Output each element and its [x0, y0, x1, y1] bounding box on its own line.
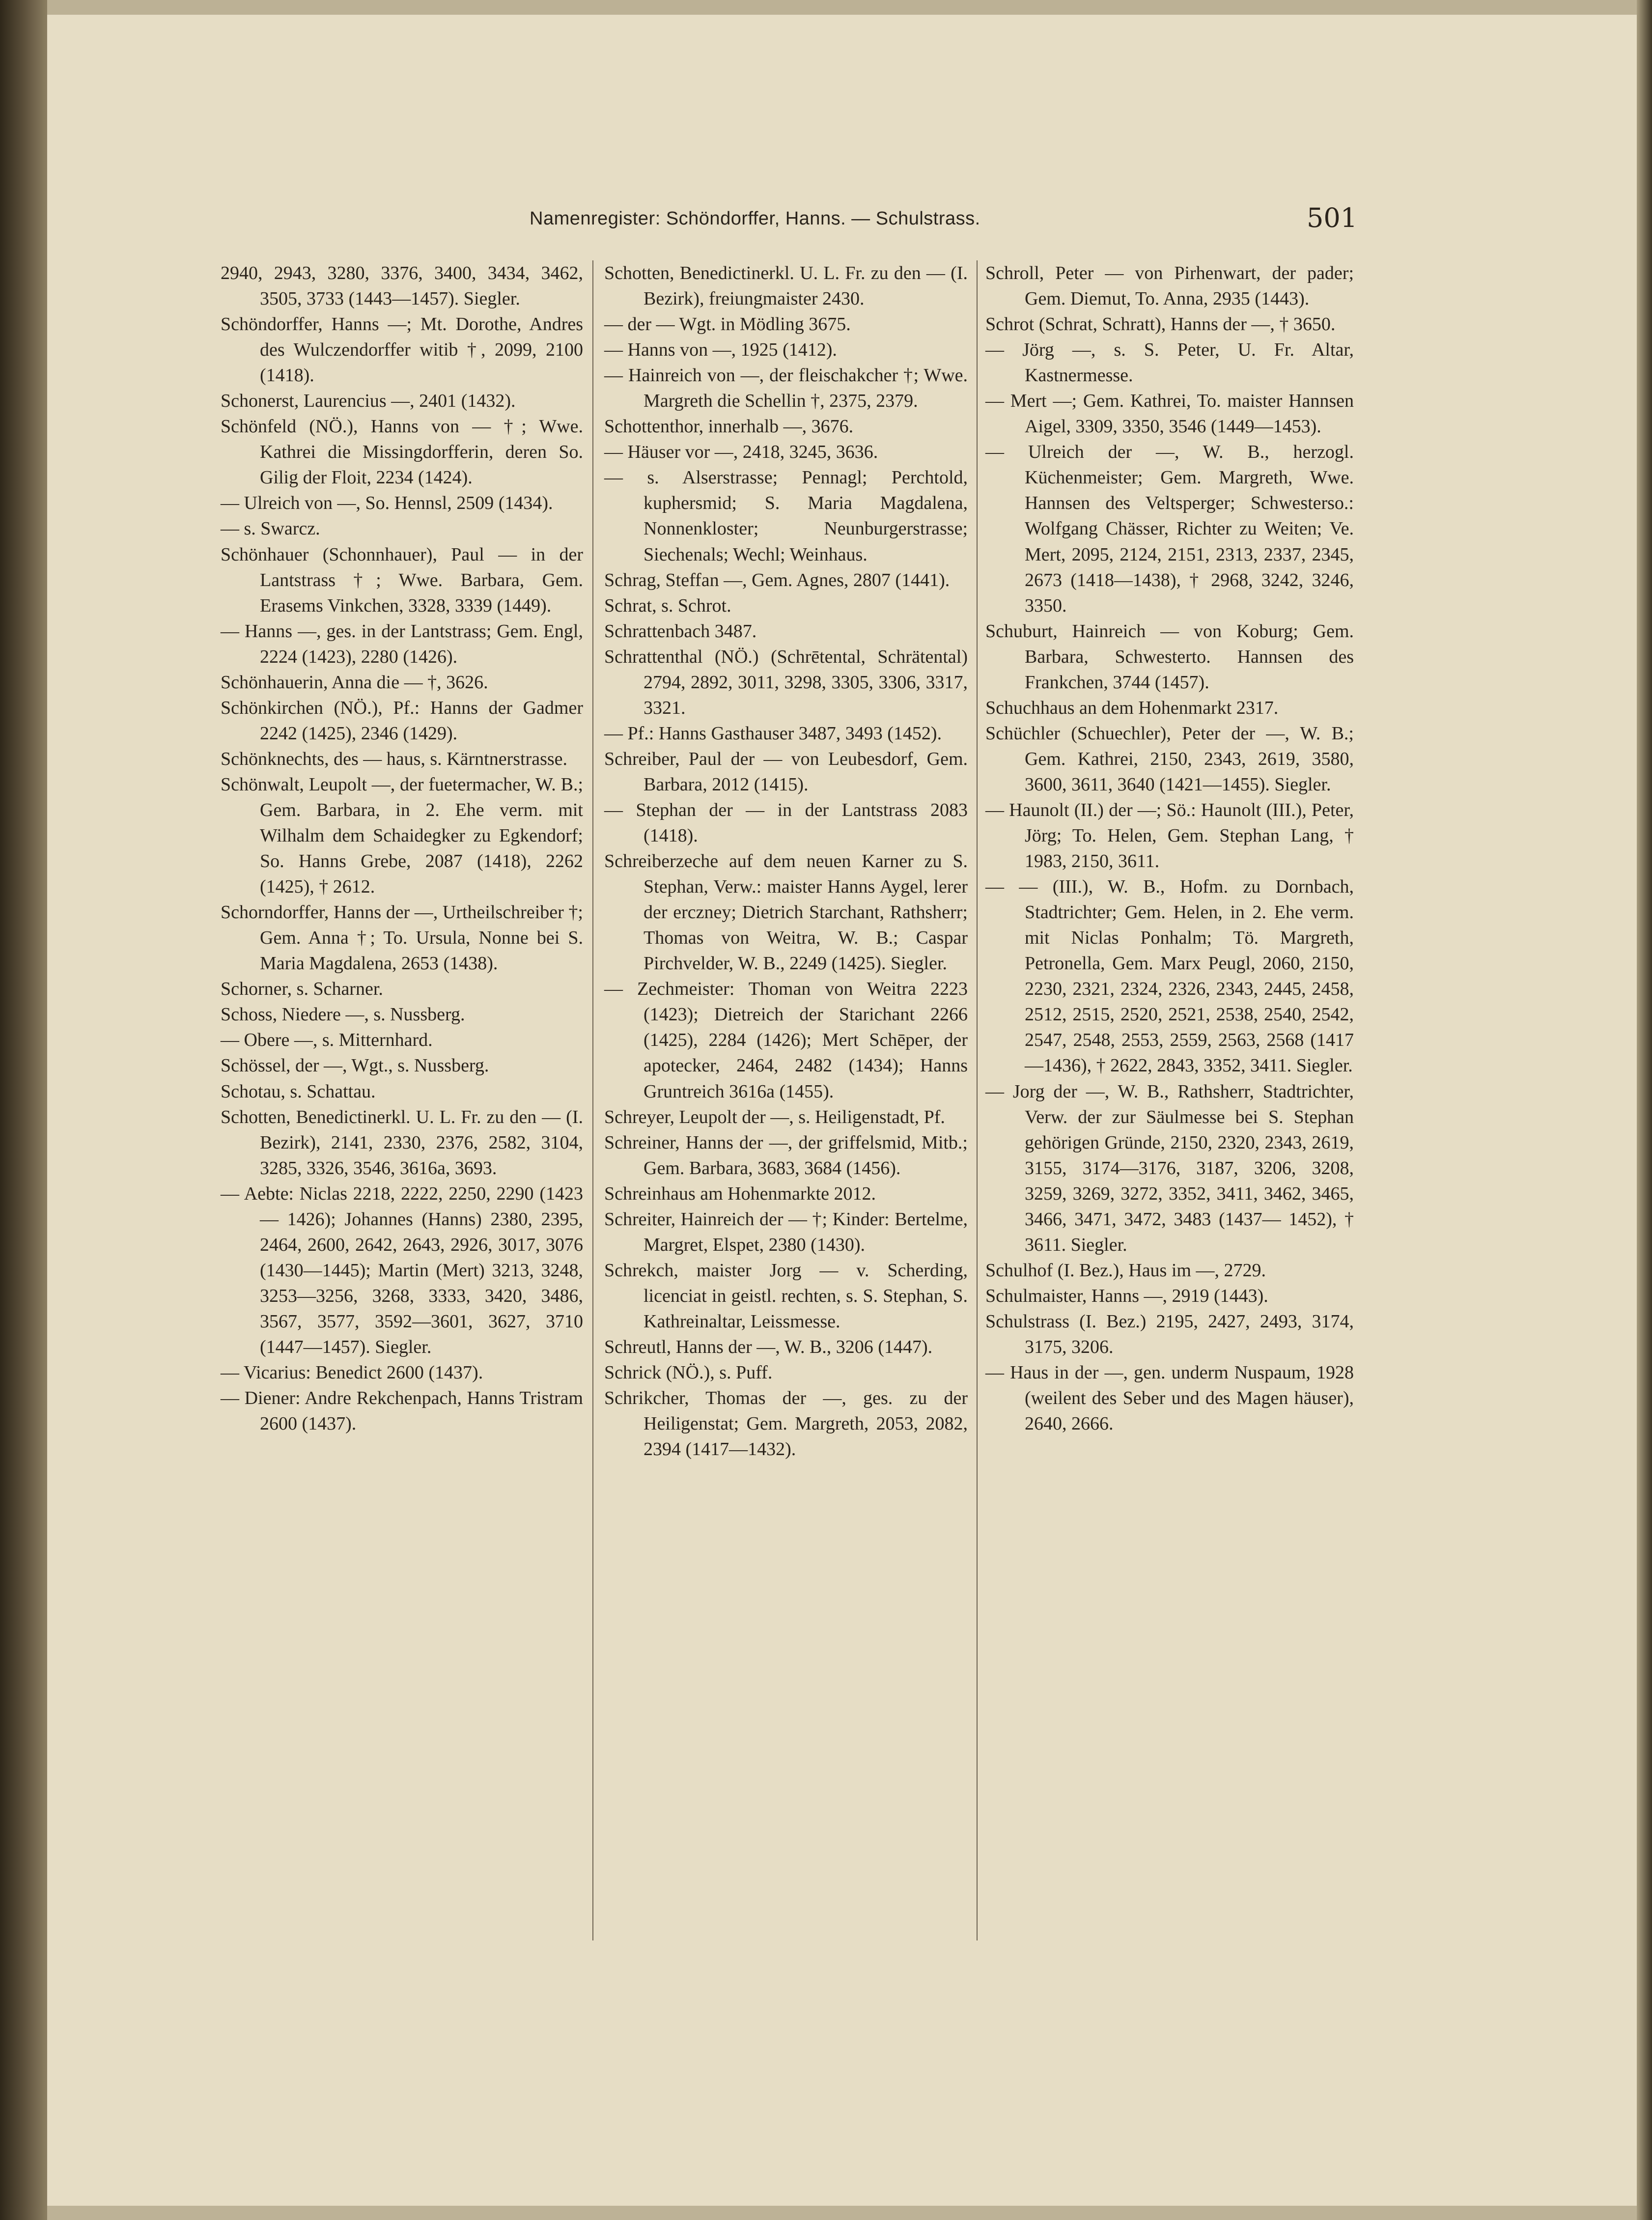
index-column-1 [221, 260, 583, 1436]
index-entry: Schuburt, Hainreich — von Koburg; Gem. Barbara, Schwesterto. Hannsen des Frankchen, 3744 (1457). [985, 620, 1354, 693]
index-entry: Schotten, Benedictinerkl. U. L. Fr. zu den — (I. Bezirk), 2141, 2330, 2376, 2582, 3104, 3285, 3326, 3546, 3616a, 3693. [221, 1106, 583, 1179]
index-entry: Schotten, Benedictinerkl. U. L. Fr. zu den — (I. Bezirk), freiungmaister 2430. [604, 263, 968, 309]
running-title: Namenregister: Schöndorffer, Hanns. — Schulstrass. [530, 208, 980, 229]
book-binding [0, 0, 47, 2220]
index-entry: — Ulreich der —, W. B., herzogl. Küchenmeister; Gem. Margreth, Wwe. Hannsen des Veltsperger; Schwesterso.: Wolfgang Chässer, Richter zu Weiten; Ve. Mert, 2095, 2124, 2151, 2313, 2337, 2345, 2673 (1418—1438), † 2968, 3242, 3246, 3350. [985, 442, 1354, 616]
index-entry: Schroll, Peter — von Pirhenwart, der pader; Gem. Diemut, To. Anna, 2935 (1443). [985, 263, 1354, 309]
index-entry: — Vicarius: Benedict 2600 (1437). [221, 1362, 483, 1383]
index-entry: Schorner, s. Scharner. [221, 979, 383, 1000]
index-entry: — Jörg —, s. S. Peter, U. Fr. Altar, Kastnermesse. [985, 339, 1354, 386]
index-entry: Schreiber, Paul der — von Leubesdorf, Gem. Barbara, 2012 (1415). [604, 748, 968, 795]
index-entry: — s. Alserstrasse; Pennagl; Perchtold, kuphersmid; S. Maria Magdalena, Nonnenkloster; Neunburgerstrasse; Siechenals; Wechl; Weinhaus. [604, 467, 968, 565]
column-rule [977, 260, 978, 1940]
index-entry: Schreinhaus am Hohenmarkte 2012. [604, 1183, 876, 1204]
index-entry: Schrag, Steffan —, Gem. Agnes, 2807 (1441). [604, 569, 950, 590]
index-entry: — der — Wgt. in Mödling 3675. [604, 314, 851, 335]
page-number: 501 [1307, 202, 1358, 233]
index-entry: Schotau, s. Schattau. [221, 1081, 376, 1102]
index-entry: — Aebte: Niclas 2218, 2222, 2250, 2290 (1423 — 1426); Johannes (Hanns) 2380, 2395, 2464, 2600, 2642, 2643, 2926, 3017, 3076 (1430—1445); Martin (Mert) 3213, 3248, 3253—3256, 3268, 3333, 3420, 3486, 3567, 3577, 3592—3601, 3627, 3710 (1447—1457). Siegler. [221, 1183, 583, 1357]
index-entry: Schreutl, Hanns der —, W. B., 3206 (1447). [604, 1336, 933, 1357]
index-entry: — Pf.: Hanns Gasthauser 3487, 3493 (1452). [604, 723, 942, 744]
index-entry: Schrat, s. Schrot. [604, 595, 731, 616]
index-entry: Schulhof (I. Bez.), Haus im —, 2729. [985, 1260, 1266, 1281]
index-column-3 [985, 260, 1354, 1436]
index-entry: — Mert —; Gem. Kathrei, To. maister Hannsen Aigel, 3309, 3350, 3546 (1449—1453). [985, 391, 1354, 437]
index-entry: — Obere —, s. Mitternhard. [221, 1030, 433, 1051]
index-entry: Schreyer, Leupolt der —, s. Heiligenstadt, Pf. [604, 1106, 945, 1127]
index-entry: — Häuser vor —, 2418, 3245, 3636. [604, 442, 878, 463]
index-entry: Schoss, Niedere —, s. Nussberg. [221, 1004, 465, 1025]
index-entry: — Zechmeister: Thoman von Weitra 2223 (1423); Dietreich der Starichant 2266 (1425), 2284 (1426); Mert Schēper, der apotecker, 2464, 2482 (1434); Hanns Gruntreich 3616a (1455). [604, 979, 968, 1102]
index-entry: Schottenthor, innerhalb —, 3676. [604, 416, 854, 437]
index-entry: Schönhauer (Schonnhauer), Paul — in der Lantstrass †; Wwe. Barbara, Gem. Erasems Vinkchen, 3328, 3339 (1449). [221, 544, 583, 616]
index-entry: — Haunolt (II.) der —; Sö.: Haunolt (III.), Peter, Jörg; To. Helen, Gem. Stephan Lang, † 1983, 2150, 3611. [985, 799, 1354, 872]
index-entry: Schönkirchen (NÖ.), Pf.: Hanns der Gadmer 2242 (1425), 2346 (1429). [221, 697, 583, 744]
index-entry: — — (III.), W. B., Hofm. zu Dornbach, Stadtrichter; Gem. Helen, in 2. Ehe verm. mit Niclas Ponhalm; Tö. Margreth, Petronella, Gem. Marx Peugl, 2060, 2150, 2230, 2321, 2324, 2326, 2343, 2445, 2458, 2512, 2515, 2520, 2521, 2538, 2540, 2542, 2547, 2548, 2553, 2559, 2563, 2568 (1417—1436), † 2622, 2843, 3352, 3411. Siegler. [985, 876, 1354, 1076]
index-entry: — s. Swarcz. [221, 518, 320, 539]
index-entry: Schrattenthal (NÖ.) (Schrētental, Schrätental) 2794, 2892, 3011, 3298, 3305, 3306, 3317, 3321. [604, 646, 968, 718]
index-entry: — Hanns von —, 1925 (1412). [604, 339, 837, 361]
index-entry: Schössel, der —, Wgt., s. Nussberg. [221, 1055, 489, 1076]
index-entry: — Diener: Andre Rekchenpach, Hanns Tristram 2600 (1437). [221, 1388, 583, 1434]
page-bottom-edge [47, 2206, 1637, 2220]
index-entry: Schrot (Schrat, Schratt), Hanns der —, † 3650. [985, 314, 1336, 335]
page-top-edge [47, 0, 1637, 15]
index-entry: — Jorg der —, W. B., Rathsherr, Stadtrichter, Verw. der zur Säulmesse bei S. Stephan gehörigen Gründe, 2150, 2320, 2343, 2619, 3155, 3174—3176, 3187, 3206, 3208, 3259, 3269, 3272, 3352, 3411, 3462, 3465, 3466, 3471, 3472, 3483 (1437— 1452), † 3611. Siegler. [985, 1081, 1354, 1255]
index-entry: Schrekch, maister Jorg — v. Scherding, licenciat in geistl. rechten, s. S. Stephan, S. Kathreinaltar, Leissmesse. [604, 1260, 968, 1332]
index-entry: Schreiberzeche auf dem neuen Karner zu S. Stephan, Verw.: maister Hanns Aygel, lerer der erczney; Dietrich Starchant, Rathsherr; Thomas von Weitra, W. B.; Caspar Pirchvelder, W. B., 2249 (1425). Siegler. [604, 851, 968, 974]
index-entry: Schonerst, Laurencius —, 2401 (1432). [221, 391, 516, 412]
column-rule [592, 260, 593, 1940]
index-entry: Schönhauerin, Anna die — †, 3626. [221, 672, 488, 693]
index-entry: Schulstrass (I. Bez.) 2195, 2427, 2493, 3174, 3175, 3206. [985, 1311, 1354, 1357]
index-entry: — Hainreich von —, der fleischakcher †; Wwe. Margreth die Schellin †, 2375, 2379. [604, 365, 968, 412]
index-entry: Schreiter, Hainreich der — †; Kinder: Bertelme, Margret, Elspet, 2380 (1430). [604, 1208, 968, 1255]
index-entry: Schulmaister, Hanns —, 2919 (1443). [985, 1285, 1268, 1306]
index-entry: Schorndorffer, Hanns der —, Urtheilschreiber †; Gem. Anna †; To. Ursula, Nonne bei S. Maria Magdalena, 2653 (1438). [221, 902, 583, 974]
index-entry: Schönwalt, Leupolt —, der fuetermacher, W. B.; Gem. Barbara, in 2. Ehe verm. mit Wilhalm dem Schaidegker zu Egkendorf; So. Hanns Grebe, 2087 (1418), 2262 (1425), † 2612. [221, 774, 583, 898]
index-entry: Schreiner, Hanns der —, der griffelsmid, Mitb.; Gem. Barbara, 3683, 3684 (1456). [604, 1132, 968, 1179]
index-entry: — Hanns —, ges. in der Lantstrass; Gem. Engl, 2224 (1423), 2280 (1426). [221, 620, 583, 667]
index-entry: 2940, 2943, 3280, 3376, 3400, 3434, 3462, 3505, 3733 (1443—1457). Siegler. [221, 263, 583, 309]
index-entry: Schönknechts, des — haus, s. Kärntnerstrasse. [221, 748, 568, 769]
index-entry: — Stephan der — in der Lantstrass 2083 (1418). [604, 799, 968, 846]
index-entry: — Ulreich von —, So. Hennsl, 2509 (1434). [221, 493, 553, 514]
page-right-edge [1637, 0, 1652, 2220]
index-entry: — Haus in der —, gen. underm Nuspaum, 1928 (weilent des Seber und des Magen häuser), 2640, 2666. [985, 1362, 1354, 1434]
index-column-2 [604, 260, 968, 1462]
index-entry: Schrikcher, Thomas der —, ges. zu der Heiligenstat; Gem. Margreth, 2053, 2082, 2394 (1417—1432). [604, 1388, 968, 1460]
index-entry: Schuchhaus an dem Hohenmarkt 2317. [985, 697, 1279, 718]
index-entry: Schrattenbach 3487. [604, 620, 757, 642]
index-entry: Schüchler (Schuechler), Peter der —, W. B.; Gem. Kathrei, 2150, 2343, 2619, 3580, 3600, 3611, 3640 (1421—1455). Siegler. [985, 723, 1354, 795]
index-entry: Schöndorffer, Hanns —; Mt. Dorothe, Andres des Wulczendorffer witib †, 2099, 2100 (1418). [221, 314, 583, 386]
index-entry: Schrick (NÖ.), s. Puff. [604, 1362, 773, 1383]
index-entry: Schönfeld (NÖ.), Hanns von — †; Wwe. Kathrei die Missingdorfferin, deren So. Gilig der Floit, 2234 (1424). [221, 416, 583, 488]
